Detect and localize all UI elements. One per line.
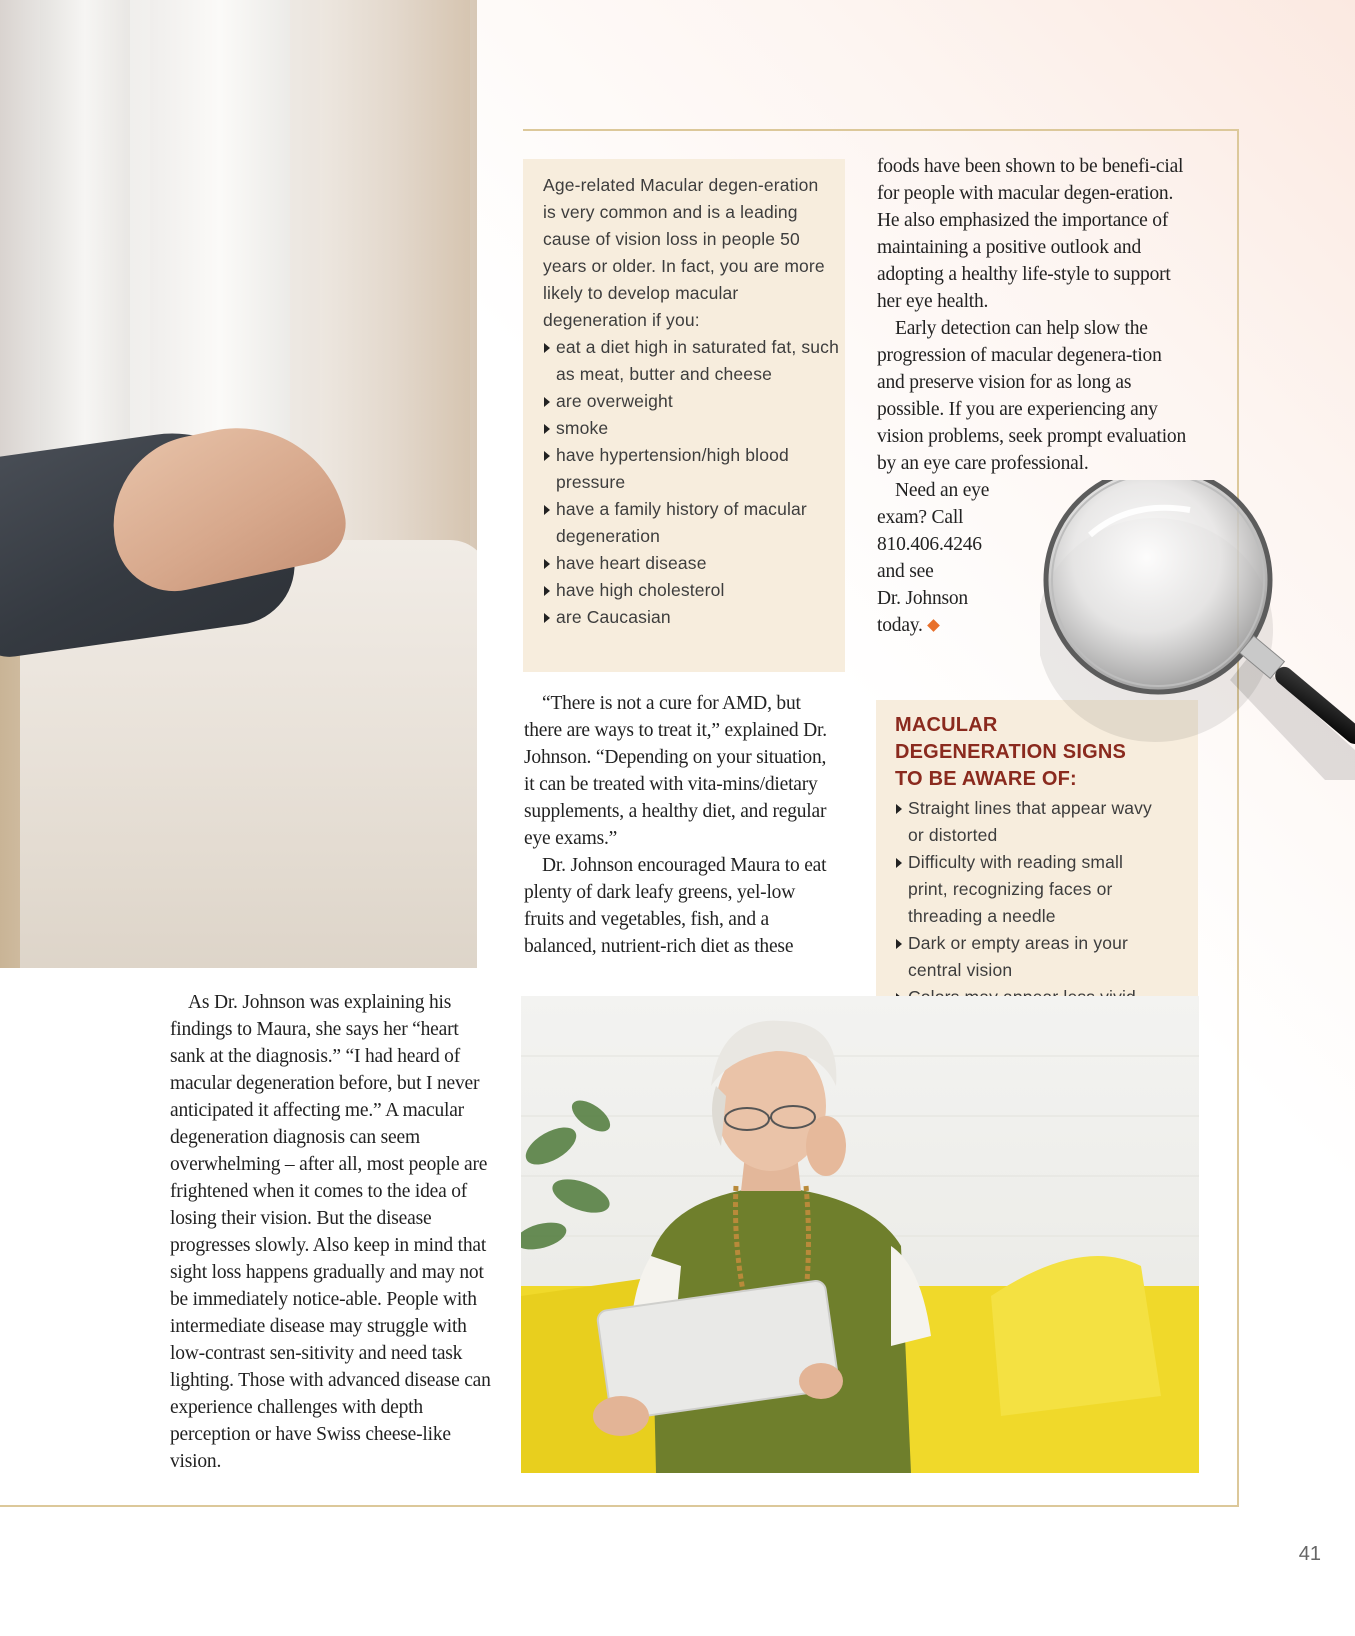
body-paragraph: Early detection can help slow the progression of macular degenera-tion and preserve vision for as long as possible. If you are experiencing any vision problems, seek prompt evaluation by an eye care professional. — [877, 318, 1187, 474]
list-item: have high cholesterol — [543, 577, 843, 604]
body-paragraph: Dr. Johnson encouraged Maura to eat plenty of dark leafy greens, yel-low fruits and vegetables, fish, and a balanced, nutrient-rich diet as these — [524, 855, 827, 957]
frame-line-top — [523, 129, 1238, 131]
list-item: have heart disease — [543, 550, 843, 577]
cta-line: exam? Call — [877, 507, 964, 528]
list-item: Dark or empty areas in your central vision — [895, 930, 1155, 984]
list-item: Straight lines that appear wavy or distorted — [895, 795, 1155, 849]
woman-with-tablet-photo — [521, 996, 1199, 1473]
list-item: have a family history of macular degeneration — [543, 496, 843, 550]
frame-line-bottom — [0, 1505, 1239, 1507]
couch-hand-photo — [0, 0, 477, 968]
cta-line: today. — [877, 615, 923, 636]
end-mark-icon — [927, 619, 940, 632]
list-item: have hypertension/high blood pressure — [543, 442, 843, 496]
magnifying-glass-icon — [1040, 480, 1355, 780]
call-to-action: Need an eye exam? Call 810.406.4246 and see Dr. Johnson today. — [877, 477, 1187, 639]
risk-factors-list — [543, 334, 843, 631]
list-item: are overweight — [543, 388, 843, 415]
body-paragraph: foods have been shown to be benefi-cial for people with macular degen-eration. He also emphasized the importance of maintaining a positive outlook and adopting a healthy life-style to support her eye health. — [877, 156, 1184, 312]
phone-number: 810.406.4246 — [877, 534, 982, 555]
cta-line: Dr. Johnson — [877, 588, 968, 609]
risk-factors-box — [523, 159, 845, 672]
page-number: 41 — [1298, 1543, 1321, 1565]
body-paragraph: “There is not a cure for AMD, but there are ways to treat it,” explained Dr. Johnson. “Depending on your situation, it can be treated with vita-mins/dietary supplements, a healthy diet, and regular eye exams.” — [524, 693, 827, 849]
left-text-column — [170, 989, 492, 1475]
risk-factors-intro: Age-related Macular degen-eration is very common and is a leading cause of vision loss in people 50 years or older. In fact, you are more likely to develop macular degeneration if you: — [543, 175, 825, 330]
body-paragraph: As Dr. Johnson was explaining his findings to Maura, she says her “heart sank at the diagnosis.” “I had heard of macular degeneration before, but I never anticipated it affecting me.” A macular degeneration diagnosis can seem overwhelming – after all, most people are frightened when it comes to the idea of losing their vision. But the disease progresses slowly. Also keep in mind that sight loss happens gradually and may not be immediately notice-able. People with intermediate disease may struggle with low-contrast sen-sitivity and need task lighting. Those with advanced disease can experience challenges with depth perception or have Swiss cheese-like vision. — [170, 992, 491, 1472]
frame-line-right — [1237, 129, 1239, 1506]
list-item: smoke — [543, 415, 843, 442]
middle-text-column — [524, 690, 834, 960]
cta-line: and see — [877, 561, 934, 582]
list-item: are Caucasian — [543, 604, 843, 631]
list-item: Difficulty with reading small print, recognizing faces or threading a needle — [895, 849, 1155, 930]
list-item: eat a diet high in saturated fat, such as meat, butter and cheese — [543, 334, 843, 388]
signs-title: MACULAR DEGENERATION SIGNS TO BE AWARE OF: — [895, 714, 1127, 790]
woman-photo-illustration — [521, 996, 1199, 1473]
